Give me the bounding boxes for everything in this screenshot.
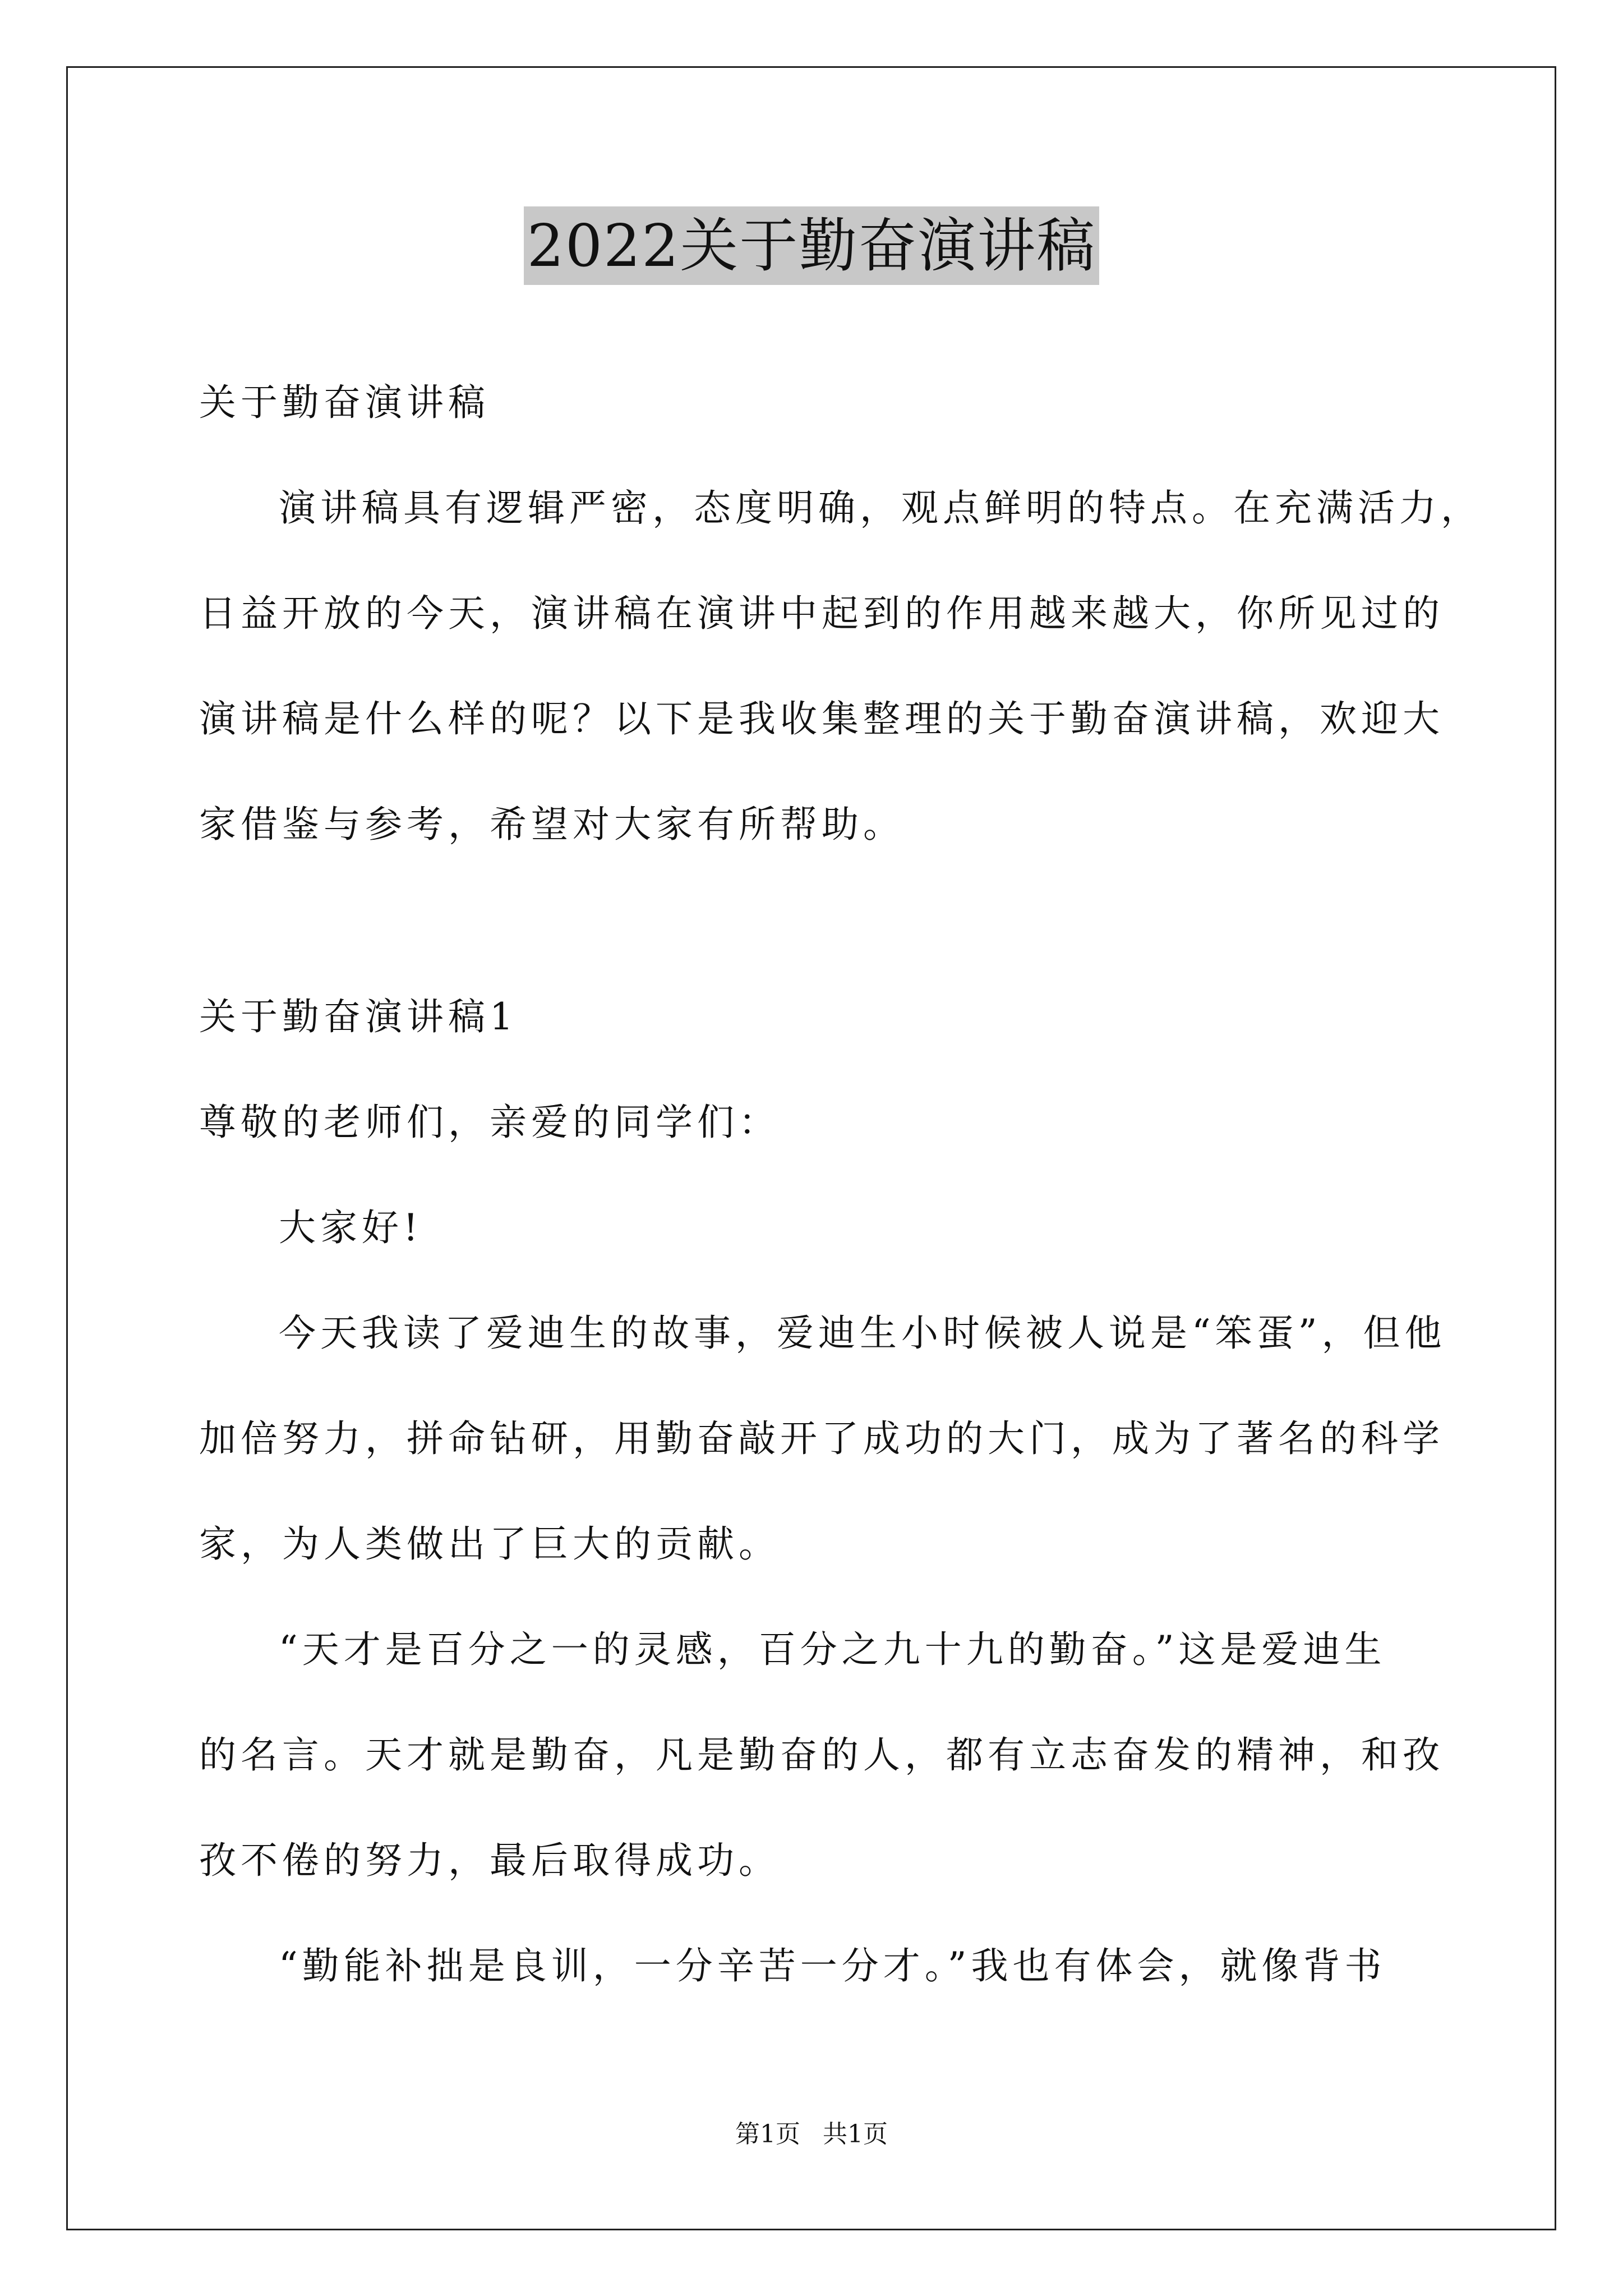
paragraph-line: 家借鉴与参考，希望对大家有所帮助。 [199, 803, 905, 846]
title-container [0, 206, 1623, 285]
page-number: 第1页 [735, 2120, 800, 2148]
section-heading: 关于勤奋演讲稿 [199, 381, 490, 424]
document-body [199, 350, 1482, 2019]
page-footer [0, 2118, 1623, 2151]
page-total: 共1页 [823, 2120, 888, 2148]
paragraph-line: 演讲稿是什么样的呢？以下是我收集整理的关于勤奋演讲稿，欢迎大 [199, 697, 1444, 740]
paragraph-line: 日益开放的今天，演讲稿在演讲中起到的作用越来越大，你所见过的 [199, 592, 1444, 635]
paragraph-line: 今天我读了爱迪生的故事，爱迪生小时候被人说是“笨蛋”，但他 [279, 1312, 1446, 1355]
greeting: 大家好! [279, 1206, 423, 1249]
paragraph-spacer [199, 877, 1433, 964]
paragraph-line: 的名言。天才就是勤奋，凡是勤奋的人，都有立志奋发的精神，和孜 [199, 1733, 1444, 1777]
paragraph-line: 演讲稿具有逻辑严密，态度明确，观点鲜明的特点。在充满活力， [279, 486, 1482, 530]
paragraph-line: “天才是百分之一的灵感，百分之九十九的勤奋。”这是爱迪生 [279, 1628, 1386, 1671]
paragraph-line: “勤能补拙是良训，一分辛苦一分才。”我也有体会，就像背书 [279, 1944, 1386, 1987]
paragraph-line: 孜不倦的努力，最后取得成功。 [199, 1839, 780, 1882]
salutation: 尊敬的老师们，亲爱的同学们： [199, 1101, 780, 1144]
paragraph-line: 加倍努力，拼命钻研，用勤奋敲开了成功的大门，成为了著名的科学 [199, 1417, 1444, 1460]
document-title: 2022关于勤奋演讲稿 [524, 206, 1100, 285]
section-heading: 关于勤奋演讲稿1 [199, 995, 518, 1038]
paragraph-line: 家，为人类做出了巨大的贡献。 [199, 1522, 780, 1566]
